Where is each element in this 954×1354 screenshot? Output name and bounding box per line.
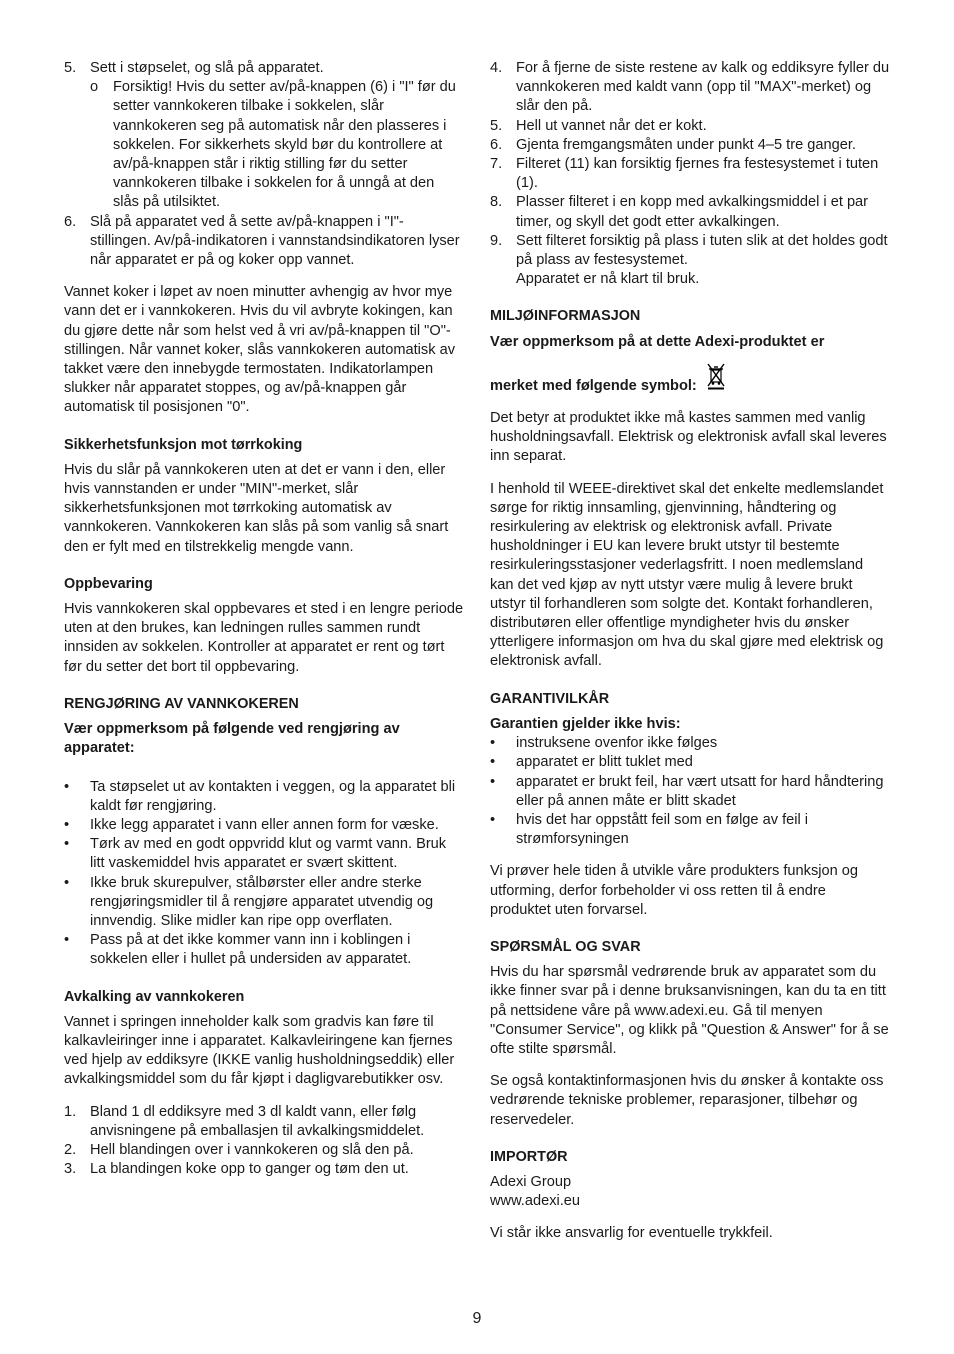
bullet-icon: • xyxy=(490,811,496,828)
list-item: • apparatet er blitt tuklet med xyxy=(490,753,890,772)
list-item: 5. Hell ut vannet når det er kokt. xyxy=(490,117,707,134)
ready-text: Apparatet er nå klart til bruk. xyxy=(516,271,700,288)
step-number: 5. xyxy=(64,60,77,76)
list-item: 1. Bland 1 dl eddiksyre med 3 dl kaldt vann, eller følg anvisningene på emballasjen til avkalkingsmiddelet. xyxy=(64,1103,425,1139)
warranty-text: Vi prøver hele tiden å utvikle våre produkters funksjon og utforming, derfor forbeholder vi oss retten til å endre produktet uten forvarsel. xyxy=(490,863,859,918)
disclaimer-text: Vi står ikke ansvarlig for eventuelle trykkfeil. xyxy=(490,1225,773,1242)
list-item-step-6 xyxy=(64,213,464,271)
step-number: 6. xyxy=(64,213,77,230)
descale-steps-continued xyxy=(490,59,890,270)
descale-text: Vannet i springen inneholder kalk som gradvis kan føre til kalkavleiringer inne i apparatet. Kalkavleiringene kan fjernes ved hjelp av eddiksyre (IKKE vanlig husholdningseddik) eller avkalkingsmiddel som du får kjøpt i dagligvarebutikker osv. xyxy=(64,1013,455,1088)
qa-heading: SPØRSMÅL OG SVAR xyxy=(490,938,641,955)
qa-text-2: Se også kontaktinformasjonen hvis du ønsker å kontakte oss vedrørende tekniske problemer, reparasjoner, tilbehør og reservedeler. xyxy=(490,1073,884,1128)
step-text: Sett i støpselet, og slå på apparatet. xyxy=(90,60,324,76)
left-column xyxy=(64,59,464,1179)
descale-heading: Avkalking av vannkokeren xyxy=(64,988,245,1005)
list-item-step-5-warning xyxy=(64,78,464,212)
list-item: • Ikke bruk skurepulver, stålbørster eller andre sterke rengjøringsmidler til å rengjøre apparatet utvendig og innvendig. Slike midler kan ripe opp overflaten. xyxy=(64,874,434,929)
sub-bullet: o xyxy=(90,79,99,96)
list-item: • Pass på at det ikke kommer vann inn i koblingen i sokkelen eller i hullet på undersiden av apparatet. xyxy=(64,932,412,968)
environment-text-2: I henhold til WEEE-direktivet skal det enkelte medlemslandet sørge for riktig innsamling, gjenvinning, håndtering og resirkulering av elektrisk og elektronisk avfall. Private husholdninger i EU kan levere brukt utstyr til bestemte resirkuleringsstasjoner vederlagsfritt. I noen medlemsland kan det ved kjøp av nytt utstyr være mulig å levere brukt utstyr til forhandleren som solgte det. Kontakt forhandleren, distributøren eller offentlige myndigheter hvis du ønsker ytterligere informasjon om hva du skal gjøre med elektrisk og elektronisk avfall. xyxy=(490,480,884,670)
bullet-icon: • xyxy=(490,735,496,752)
qa-text-1: Hvis du har spørsmål vedrørende bruk av apparatet som du ikke finner svar på i denne bruksanvisningen, kan du ta en titt på nettsidene våre på www.adexi.eu. Gå til menyen "Consumer Service", og klikk på "Question & Answer" for å se ofte stilte spørsmål. xyxy=(490,964,889,1057)
list-item: 2. Hell blandingen over i vannkokeren og slå den på. xyxy=(64,1141,414,1158)
importer-website: www.adexi.eu xyxy=(490,1193,581,1210)
list-item: 8. Plasser filteret i en kopp med avkalkingsmiddel i et par timer, og skyll det godt etter avkalkingen. xyxy=(490,194,869,230)
weee-line xyxy=(490,362,890,396)
cleaning-subheading: Vær oppmerksom på følgende ved rengjøring av apparatet: xyxy=(64,721,400,757)
list-item: 3. La blandingen koke opp to ganger og tøm den ut. xyxy=(64,1161,409,1178)
list-item: • Ta støpselet ut av kontakten i veggen, og la apparatet bli kaldt før rengjøring. xyxy=(64,778,456,814)
bullet-icon: • xyxy=(64,778,70,795)
bullet-icon: • xyxy=(64,836,70,853)
list-item: • apparatet er brukt feil, har vært utsatt for hard håndtering eller på annen måte er blitt skadet xyxy=(490,773,884,809)
storage-text: Hvis vannkokeren skal oppbevares et sted i en lengre periode uten at den brukes, kan ledningen rulles sammen rundt innsiden av sokkelen. Kontroller at apparatet er rent og tørt før du setter det bort til oppbevaring. xyxy=(64,601,464,675)
warranty-subheading: Garantien gjelder ikke hvis: xyxy=(490,715,681,732)
bullet-icon: • xyxy=(490,754,496,771)
dry-boil-text: Hvis du slår på vannkokeren uten at det er vann i den, eller hvis vannstanden er under "MIN"-merket, slår sikkerhetsfunksjonen mot tørrkoking automatisk av vannkokeren. Vannkokeren kan slås på som vanlig så snart den er fylt med en tilstrekkelig mengde vann. xyxy=(64,461,449,555)
warranty-heading: GARANTIVILKÅR xyxy=(490,690,610,707)
environment-text-1: Det betyr at produktet ikke må kastes sammen med vanlig husholdningsavfall. Elektrisk og elektronisk avfall skal leveres inn separat. xyxy=(490,410,887,465)
importer-heading: IMPORTØR xyxy=(490,1148,568,1165)
cleaning-heading: RENGJØRING AV VANNKOKEREN xyxy=(64,695,299,712)
bullet-icon: • xyxy=(64,932,70,949)
cleaning-list xyxy=(64,778,464,970)
right-column xyxy=(490,59,890,1244)
list-item: • instruksene ovenfor ikke følges xyxy=(490,734,890,753)
bullet-icon: • xyxy=(64,874,70,891)
page-number: 9 xyxy=(472,1310,482,1327)
crossed-out-wheelie-bin-icon xyxy=(697,362,727,396)
list-item: 7. Filteret (11) kan forsiktig fjernes fra festesystemet i tuten (1). xyxy=(490,156,879,192)
environment-subheading-line2: merket med følgende symbol: xyxy=(490,377,697,394)
bullet-icon: • xyxy=(490,773,496,790)
list-item: 9. Sett filteret forsiktig på plass i tuten slik at det holdes godt på plass av festesystemet. xyxy=(490,232,888,269)
importer-name: Adexi Group xyxy=(490,1173,572,1190)
list-item: 4. For å fjerne de siste restene av kalk og eddiksyre fyller du vannkokeren med kaldt vann (opp til "MAX"-merket) og slår den på. xyxy=(490,60,890,115)
environment-subheading-line1: Vær oppmerksom på at dette Adexi-produktet er xyxy=(490,333,825,350)
list-item-step-5 xyxy=(64,59,464,78)
boil-paragraph: Vannet koker i løpet av noen minutter avhengig av hvor mye vann det er i vannkokeren. Hvis du vil avbryte kokingen, kan du gjøre dette når som helst ved å vri av/på-knappen til "O"-stillingen. Når vannet koker, slås vannkokeren automatisk av takket være den innebygde termostaten. Indikatorlampen slukker når apparatet stoppes, og av/på-knappen går automatisk til posisjonen "0". xyxy=(64,284,455,416)
warranty-list xyxy=(490,734,890,849)
bullet-icon: • xyxy=(64,816,70,833)
sub-text: Forsiktig! Hvis du setter av/på-knappen (6) i "I" før du setter vannkokeren tilbake i sokkelen, slår vannkokeren seg på automatisk når den plasseres i sokkelen. For sikkerhets skyld bør du kontrollere at av/på-knappen står i riktig stilling før du setter vannkokeren tilbake i sokkelen for å unngå at den slås på utilsiktet. xyxy=(113,79,456,211)
descale-steps-list xyxy=(64,1103,464,1180)
list-item: • Ikke legg apparatet i vann eller annen form for væske. xyxy=(64,816,464,835)
list-item: • Tørk av med en godt oppvridd klut og varmt vann. Bruk litt vaskemiddel hvis apparatet er svært skittent. xyxy=(64,836,447,872)
dry-boil-heading: Sikkerhetsfunksjon mot tørrkoking xyxy=(64,436,303,453)
storage-heading: Oppbevaring xyxy=(64,575,153,592)
environment-heading: MILJØINFORMASJON xyxy=(490,308,641,325)
list-item: • hvis det har oppstått feil som en følge av feil i strømforsyningen xyxy=(490,811,809,848)
list-item: 6. Gjenta fremgangsmåten under punkt 4–5 tre ganger. xyxy=(490,136,856,153)
step-text: Slå på apparatet ved å sette av/på-knappen i "I"-stillingen. Av/på-indikatoren i vannstandsindikatoren lyser når apparatet er på og koker opp vannet. xyxy=(90,213,460,269)
